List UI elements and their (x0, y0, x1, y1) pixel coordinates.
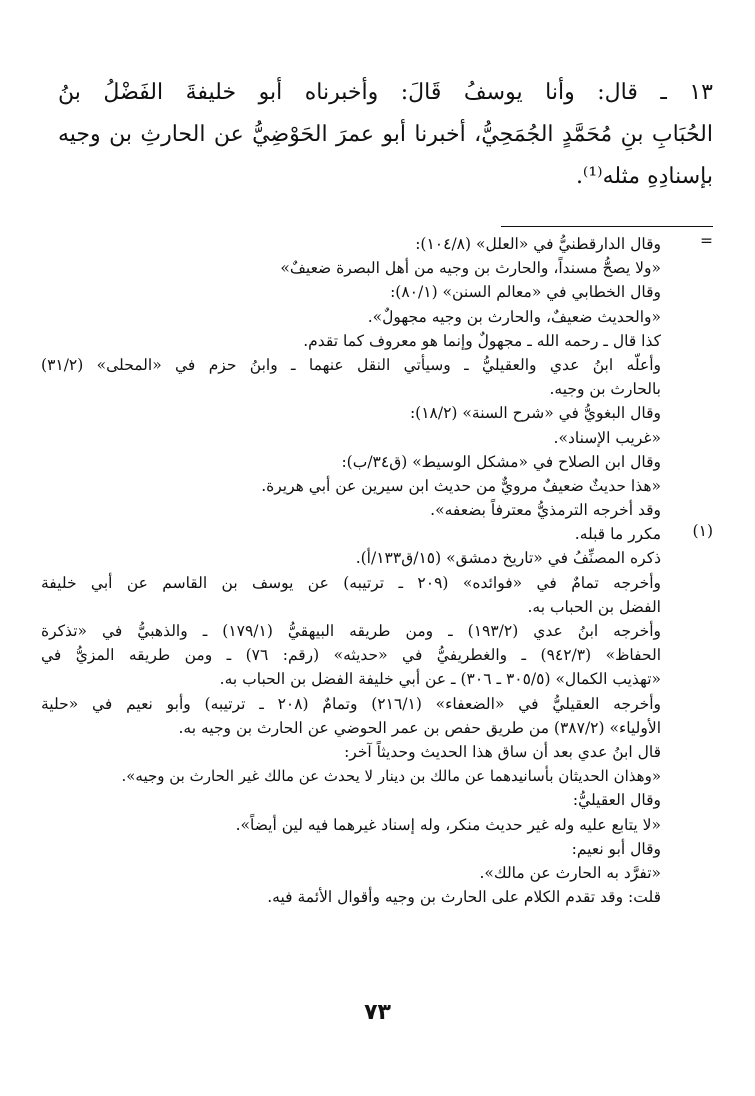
footnote-line: «والحديث ضعيفٌ، والحارث بن وجيه مجهولٌ». (367, 307, 661, 326)
footnote-line: «لا يتابع عليه وله غير حديث منكر، وله إسناد غيرهما فيه لين أيضاً». (235, 815, 661, 834)
footnote-line: وأخرجه تمامٌ في «فوائده» (٢٠٩ ـ ترتيبه) عن يوسف بن القاسم عن أبي خليفة (41, 573, 661, 592)
footnote-line: الحفاظ» (٩٤٢/٣) ـ والغطريفيُّ في «حديثه» (رقم: ٧٦) ـ ومن طريقه المزيُّ في (41, 646, 661, 665)
footnote-line: وقد أخرجه الترمذيُّ معترفاً بضعفه». (430, 501, 661, 520)
footnote-line: الفضل بن الحباب به. (527, 597, 661, 616)
continued-footnote (41, 232, 713, 522)
footnote-separator (501, 226, 713, 227)
footnote-line: مكرر ما قبله. (574, 525, 661, 544)
continuation-marker: = (700, 232, 713, 250)
footnote-line: «هذا حديثٌ ضعيفٌ مرويٌّ من حديث ابن سيرين عن أبي هريرة. (261, 476, 661, 495)
hadith-text (58, 72, 713, 198)
footnote-marker: (١) (692, 522, 713, 541)
footnote-line: بالحارث بن وجيه. (549, 380, 661, 399)
hadith-line-2: الحُبَابِ بنِ مُحَمَّدٍ الجُمَحِيُّ، أخبرنا أبو عمرَ الحَوْضِيُّ عن الحارثِ بن وجيه (58, 122, 713, 147)
hadith-line-1: ١٣ ـ قال: وأنا يوسفُ قَالَ: وأخبرناه أبو خليفةَ الفَضْلُ بنُ (58, 80, 713, 105)
footnote-line: «تفرَّد به الحارث عن مالك». (479, 863, 661, 882)
footnotes (41, 232, 713, 909)
footnote-line: كذا قال ـ رحمه الله ـ مجهولٌ وإنما هو معروف كما تقدم. (303, 331, 661, 350)
footnote-line: الأولياء» (٣٨٧/٢) من طريق حفص بن عمر الحوضي عن الحارث بن وجيه به. (178, 718, 661, 737)
footnote-line: وأعلّه ابنُ عدي والعقيليُّ ـ وسيأتي النقل عنهما ـ وابنُ حزم في «المحلى» (٣١/٢) (41, 355, 661, 374)
footnote-line: قلت: وقد تقدم الكلام على الحارث بن وجيه وأقوال الأئمة فيه. (267, 888, 661, 907)
footnote-line: وقال ابن الصلاح في «مشكل الوسيط» (ق٣٤/ب): (341, 452, 661, 471)
footnote-line: «غريب الإسناد». (553, 428, 661, 447)
footnote-line: «ولا يصحُّ مسنداً، والحارث بن وجيه من أهل البصرة ضعيفٌ» (280, 259, 661, 278)
footnote-line: وقال أبو نعيم: (571, 839, 661, 858)
footnote-line: وأخرجه العقيليُّ في «الضعفاء» (٢١٦/١) وتمامٌ (٢٠٨ ـ ترتيبه) وأبو نعيم في «حلية (41, 694, 661, 713)
footnote-line: وقال العقيليُّ: (572, 791, 661, 810)
footnote-line: «وهذان الحديثان بأسانيدهما عن مالك بن دينار لا يحدث عن مالك غير الحارث بن وجيه». (121, 767, 661, 786)
page-number: ٧٣ (364, 1000, 391, 1025)
hadith-line-3: بإسنادِهِ مثله⁽¹⁾. (575, 164, 713, 189)
footnote-line: قال ابنُ عدي بعد أن ساق هذا الحديث وحديثاً آخر: (344, 742, 661, 761)
footnote-line: وقال الدارقطنيُّ في «العلل» (١٠٤/٨): (415, 235, 661, 253)
footnote-line: «تهذيب الكمال» (٣٠٥/٥ ـ ٣٠٦) ـ عن أبي خليفة الفضل بن الحباب به. (219, 670, 661, 689)
footnote-line: وأخرجه ابنُ عدي (١٩٣/٢) ـ ومن طريقه البيهقيُّ (١٧٩/١) ـ والذهبيُّ في «تذكرة (41, 622, 661, 640)
footnote-line: ذكره المصنِّفُ في «تاريخ دمشق» (١٥/ق١٣٣/أ). (355, 549, 661, 568)
footnote-line: وقال الخطابي في «معالم السنن» (٨٠/١): (390, 283, 661, 302)
footnote-1 (41, 522, 713, 909)
footnote-line: وقال البغويُّ في «شرح السنة» (١٨/٢): (409, 404, 661, 423)
